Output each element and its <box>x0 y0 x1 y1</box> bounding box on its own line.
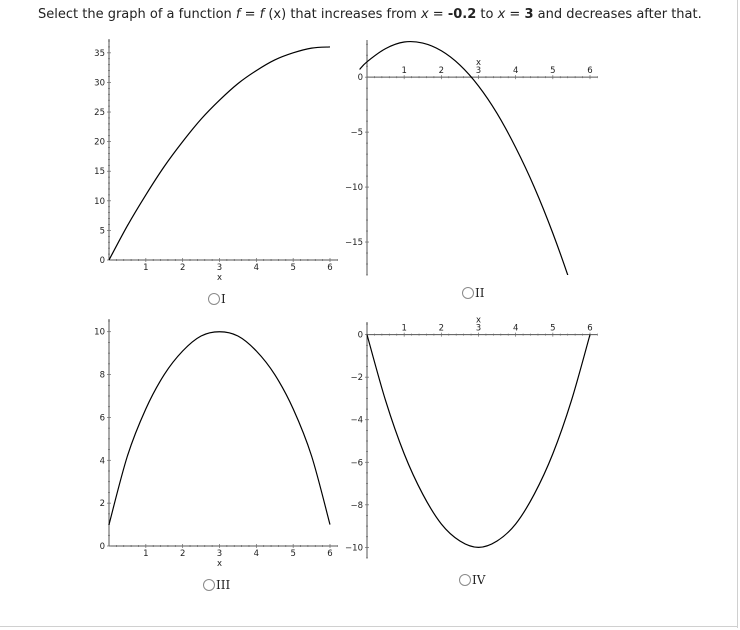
y-tick-label: 5 <box>99 226 105 237</box>
y-tick-label: −10 <box>345 183 363 194</box>
x-tick-label: 5 <box>290 263 296 273</box>
y-tick-label: 15 <box>94 167 105 178</box>
y-tick-label: 0 <box>357 330 363 341</box>
x-symbol: x <box>497 7 506 22</box>
y-tick-label: 0 <box>99 256 105 266</box>
x-symbol: x <box>420 7 429 22</box>
frame-border <box>0 626 738 627</box>
y-tick-label: 0 <box>357 73 363 84</box>
x-tick-label: 6 <box>327 263 333 273</box>
x-tick-label: 1 <box>143 263 149 273</box>
graph-IV <box>340 305 610 575</box>
x-tick-label: 1 <box>143 549 149 559</box>
question-part: = <box>505 7 525 22</box>
option-II-label: II <box>475 286 485 300</box>
function-symbol: f <box>235 7 241 22</box>
x-tick-label: 6 <box>587 66 593 77</box>
x-tick-label: 3 <box>216 549 223 559</box>
question-part: Select the graph of a function <box>38 7 236 22</box>
y-tick-label: 30 <box>94 78 105 89</box>
question-part: and decreases after that. <box>533 7 702 22</box>
option-IV[interactable] <box>459 573 485 587</box>
x-tick-label: 3 <box>475 323 482 334</box>
x-tick-label: 5 <box>290 549 296 559</box>
x-tick-label: 4 <box>512 66 519 77</box>
y-tick-label: 10 <box>94 196 105 207</box>
x-tick-label: 2 <box>438 323 445 334</box>
y-tick-label: −8 <box>350 500 363 511</box>
x-tick-label: 3 <box>475 66 482 77</box>
graph-III <box>80 305 350 575</box>
option-I-label: I <box>221 292 226 306</box>
y-tick-label: 25 <box>94 108 105 119</box>
y-tick-label: −4 <box>350 415 363 426</box>
graph-I <box>80 30 350 285</box>
question-part: (x) that increases from <box>264 7 421 22</box>
y-tick-label: 4 <box>99 456 105 467</box>
y-tick-label: 20 <box>94 137 105 148</box>
x-tick-label: 2 <box>179 263 186 273</box>
y-tick-label: −5 <box>350 128 363 139</box>
question-part: = <box>428 7 448 22</box>
x-tick-label: 1 <box>401 66 407 77</box>
option-I[interactable] <box>208 292 226 306</box>
function-curve <box>109 47 330 260</box>
option-III-label: III <box>216 578 231 592</box>
y-tick-label: 8 <box>99 370 105 381</box>
function-curve <box>109 332 330 525</box>
radio-button-I[interactable] <box>208 293 220 305</box>
radio-button-II[interactable] <box>462 287 474 299</box>
function-curve <box>367 335 590 548</box>
y-tick-label: 0 <box>99 542 105 552</box>
x-tick-label: 6 <box>327 549 333 559</box>
y-tick-label: 35 <box>94 48 105 59</box>
x-axis-label: x <box>216 273 223 283</box>
x-tick-label: 4 <box>253 263 260 273</box>
y-tick-label: 6 <box>99 413 105 424</box>
y-tick-label: −6 <box>350 458 363 469</box>
y-tick-label: 10 <box>94 327 105 338</box>
x-axis-label: x <box>216 559 223 569</box>
y-tick-label: 2 <box>99 499 105 510</box>
start-value: -0.2 <box>447 7 477 22</box>
x-tick-label: 6 <box>587 323 593 334</box>
frame-border <box>737 0 738 628</box>
question-part: = <box>240 7 260 22</box>
graph-II <box>340 30 610 285</box>
radio-button-III[interactable] <box>203 579 215 591</box>
question-text <box>38 6 738 24</box>
x-axis-label: x <box>475 58 482 69</box>
x-tick-label: 5 <box>550 66 556 77</box>
y-tick-label: −15 <box>345 238 363 249</box>
x-tick-label: 1 <box>401 323 407 334</box>
end-value: 3 <box>524 7 534 22</box>
function-symbol: f <box>259 7 265 22</box>
y-tick-label: −10 <box>345 543 363 554</box>
x-tick-label: 4 <box>253 549 260 559</box>
option-II[interactable] <box>462 286 484 300</box>
x-tick-label: 5 <box>550 323 556 334</box>
x-axis-label: x <box>475 315 482 326</box>
question-part: to <box>476 7 498 22</box>
x-tick-label: 2 <box>438 66 445 77</box>
option-III[interactable] <box>203 578 230 592</box>
x-tick-label: 4 <box>512 323 519 334</box>
radio-button-IV[interactable] <box>459 574 471 586</box>
option-IV-label: IV <box>472 573 486 587</box>
y-tick-label: −2 <box>350 373 363 384</box>
x-tick-label: 3 <box>216 263 223 273</box>
x-tick-label: 2 <box>179 549 186 559</box>
